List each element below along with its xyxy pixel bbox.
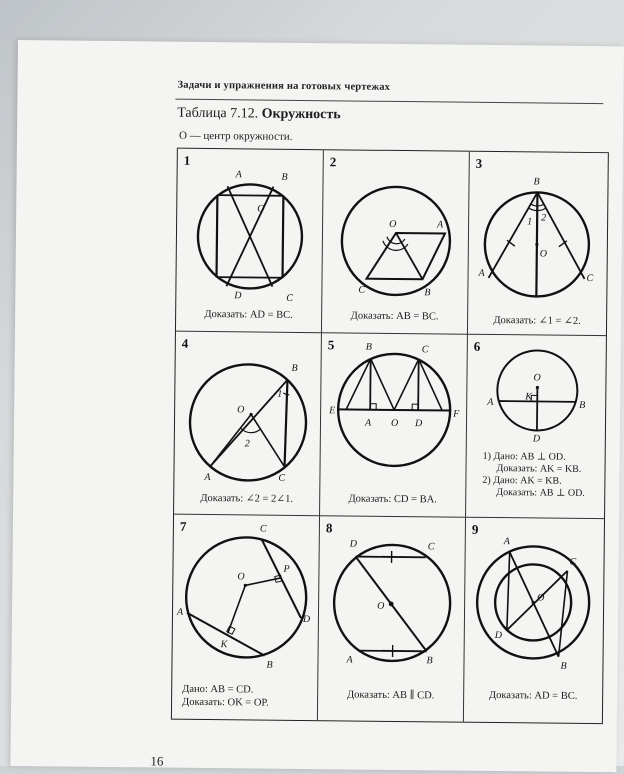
label-K: K (524, 391, 533, 402)
table-title (177, 106, 341, 124)
cell-1 (176, 149, 324, 334)
caption-8: Доказать: AB ∥ CD. (318, 688, 463, 702)
label-D: D (233, 290, 242, 301)
figure-1 (176, 149, 324, 334)
label-A: A (345, 654, 353, 665)
caption-2: Доказать: AB = BC. (322, 310, 467, 323)
label-C: C (260, 524, 267, 535)
cell-3 (468, 152, 608, 336)
label-D: D (349, 538, 358, 549)
caption-1: Доказать: AD = BC. (176, 309, 321, 322)
page-number: 16 (150, 753, 163, 769)
label-2: 2 (541, 212, 546, 223)
label-A: A (486, 397, 494, 408)
caption-7 (182, 683, 317, 710)
figure-3 (468, 152, 608, 336)
table-prefix: Таблица 7.12. (177, 106, 258, 122)
label-B: B (292, 363, 298, 374)
label-B: B (579, 400, 585, 411)
label-A: A (364, 418, 372, 429)
label-P: P (282, 564, 289, 575)
line-2: Доказать: AK = KB. (482, 463, 585, 476)
caption-7-line-2: Доказать: OK = OP. (182, 696, 317, 710)
line-3: 2) Дано: AK = KB. (482, 475, 585, 488)
cell-5 (320, 333, 468, 518)
caption-3: Доказать: ∠1 = ∠2. (468, 314, 606, 327)
caption-7-line-1: Дано: AB = CD. (182, 683, 317, 697)
cell-9 (464, 518, 604, 723)
label-1: 1 (527, 216, 532, 227)
label-A: A (478, 268, 486, 279)
label-B: B (426, 655, 432, 666)
label-O: O (257, 204, 264, 215)
label-C: C (570, 557, 577, 568)
cell-8 (318, 516, 466, 722)
label-A: A (503, 536, 511, 547)
table-name: Окружность (262, 107, 341, 123)
cell-7 (172, 515, 320, 721)
line-1: 1) Дано: AB ⊥ OD. (483, 451, 586, 464)
label-2: 2 (245, 438, 250, 449)
label-F: F (452, 409, 460, 420)
label-E: E (328, 405, 335, 416)
book-page (10, 40, 624, 772)
label-O: O (377, 601, 384, 612)
label-B: B (366, 342, 372, 353)
cell-number: 3 (476, 156, 483, 172)
label-O: O (237, 571, 244, 582)
label-A: A (436, 219, 444, 230)
label-O: O (537, 592, 544, 603)
cell-number: 8 (326, 520, 333, 536)
label-O: O (237, 404, 244, 415)
cell-2 (322, 150, 470, 335)
cell-6 (466, 335, 606, 519)
label-A: A (176, 607, 184, 618)
label-B: B (424, 287, 430, 298)
subtitle: O — центр окружности. (179, 130, 293, 143)
label-C: C (358, 285, 365, 296)
cell-number: 5 (328, 337, 335, 353)
caption-5: Доказать: CD = BA. (320, 493, 465, 506)
figure-4 (174, 332, 322, 517)
label-C: C (286, 293, 293, 304)
label-O: O (389, 219, 396, 230)
label-C: C (278, 473, 285, 484)
label-B: B (282, 172, 288, 183)
label-1: 1 (277, 389, 282, 400)
label-D: D (302, 614, 311, 625)
figure-2 (322, 150, 470, 335)
label-B: B (266, 660, 272, 671)
label-O: O (533, 372, 540, 383)
label-D: D (532, 433, 541, 444)
label-A: A (203, 472, 211, 483)
label-C: C (586, 273, 593, 284)
label-D: D (414, 418, 423, 429)
given-prove-6 (482, 451, 585, 500)
header-rule (175, 99, 603, 104)
label-O: O (391, 418, 398, 429)
cell-number: 7 (180, 519, 187, 535)
label-O: O (540, 248, 547, 259)
label-A: A (235, 169, 243, 180)
running-header: Задачи и упражнения на готовых чертежах (177, 80, 390, 93)
label-B: B (533, 176, 539, 187)
label-C: C (422, 344, 429, 355)
label-K: K (220, 639, 229, 650)
label-B: B (560, 661, 566, 672)
caption-4: Доказать: ∠2 = 2∠1. (174, 492, 319, 506)
cell-number: 1 (184, 153, 191, 169)
cell-number: 9 (472, 522, 479, 538)
label-D: D (494, 630, 503, 641)
cell-number: 2 (330, 154, 337, 170)
label-C: C (428, 541, 435, 552)
cell-4 (174, 332, 322, 517)
cell-number: 4 (182, 336, 189, 352)
cell-number: 6 (474, 339, 481, 355)
figure-table (171, 148, 609, 724)
figure-5 (320, 333, 468, 518)
caption-9: Доказать: AD = BC. (464, 690, 602, 702)
line-4: Доказать: AB ⊥ OD. (482, 487, 585, 500)
